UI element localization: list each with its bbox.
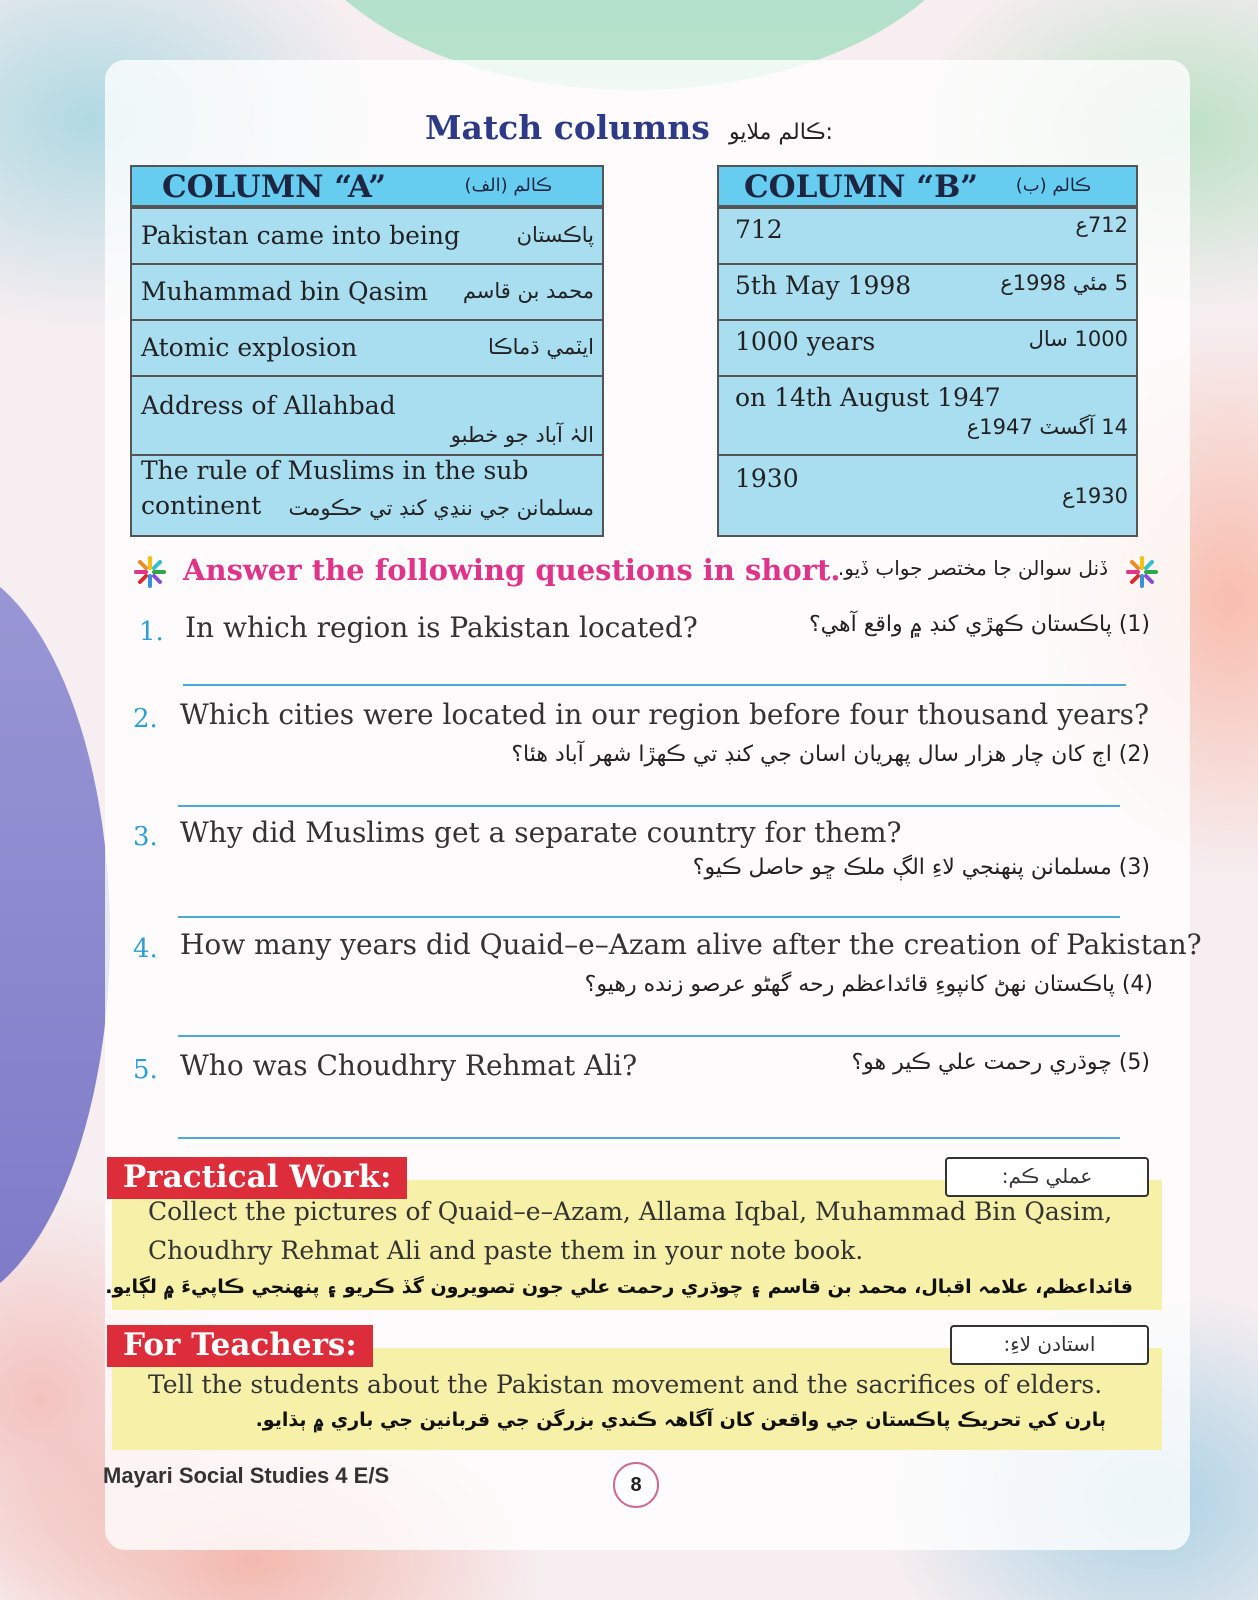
flower-star-icon	[1125, 555, 1159, 589]
row-ur: محمد بن قاسم	[462, 279, 594, 303]
table-row	[719, 263, 1136, 319]
question-text-ur: (1) پاڪستان ڪهڙي کنڊ ۾ واقع آهي؟	[808, 612, 1150, 637]
table-row	[132, 319, 602, 375]
table-row	[719, 375, 1136, 454]
title-en: Match columns	[425, 108, 710, 147]
practical-work-ur: قائداعظم، علامہ اقبال، محمد بن قاسم ۽ چوڌري رحمت علي جون تصويرون گڏ ڪريو ۽ پنهنجي ڪاپيءَ ۾ لڳايو.	[105, 1276, 1133, 1298]
practical-work-line2: Choudhry Rehmat Ali and paste them in your note book.	[148, 1236, 864, 1265]
row-en: Address of Allahbad	[141, 391, 396, 420]
question-text-ur: (3) مسلمانن پنهنجي لاءِ الڳ ملڪ ڇو حاصل ڪيو؟	[692, 855, 1150, 880]
row-ur: 14 آگسٽ 1947ع	[966, 415, 1128, 439]
row-en: Atomic explosion	[141, 333, 358, 362]
row-en: The rule of Muslims in the sub	[141, 456, 529, 485]
question-text-ur: (5) چوڌري رحمت علي ڪير هو؟	[851, 1050, 1150, 1075]
row-ur: 1930ع	[1062, 484, 1128, 508]
answer-line[interactable]	[178, 1035, 1120, 1037]
short-questions-heading-ur: ڏنل سوالن جا مختصر جواب ڏيو.	[837, 556, 1108, 580]
footer-book-title: Mayari Social Studies 4 E/S	[103, 1463, 390, 1488]
question-text: In which region is Pakistan located?	[185, 611, 698, 644]
question-text: Which cities were located in our region before four thousand years?	[180, 698, 1150, 731]
short-questions-heading: Answer the following questions in short.	[183, 553, 841, 587]
answer-line[interactable]	[178, 805, 1120, 807]
for-teachers-tab: For Teachers:	[107, 1325, 373, 1367]
question-text-ur: (2) اڄ کان چار هزار سال پهريان اسان جي کنڊ تي ڪهڙا شهر آباد هئا؟	[511, 742, 1150, 767]
column-b-header	[719, 167, 1136, 207]
column-a-header	[132, 167, 602, 207]
title-ur: ڪالم ملايو:	[728, 120, 833, 145]
question-text-ur: (4) پاڪستان نهڻ کانپوءِ قائداعظم رحه گهڻو عرصو زنده رهيو؟	[584, 972, 1153, 997]
for-teachers-line1: Tell the students about the Pakistan movement and the sacrifices of elders.	[148, 1370, 1103, 1399]
question-text: Who was Choudhry Rehmat Ali?	[180, 1049, 638, 1082]
page-number: 8	[613, 1462, 659, 1508]
question-number: 4.	[133, 934, 158, 964]
question-number: 1.	[139, 617, 164, 647]
question-number: 2.	[133, 704, 158, 734]
question-text: How many years did Quaid–e–Azam alive after the creation of Pakistan?	[180, 928, 1202, 961]
table-row	[719, 319, 1136, 375]
column-a-header-ur: ڪالم (الف)	[464, 175, 552, 196]
row-ur: 1000 سال	[1028, 327, 1128, 351]
for-teachers-ur: ٻارن کي تحريڪ پاڪستان جي واقعن کان آگاهہ ڪندي بزرگن جي قربانين جي باري ۾ ٻڌايو.	[255, 1409, 1106, 1431]
column-a-table	[130, 165, 604, 537]
practical-work-tab-ur: عملي ڪم:	[945, 1157, 1149, 1197]
question-text: Why did Muslims get a separate country for them?	[180, 816, 902, 849]
table-row	[719, 454, 1136, 535]
question-number: 3.	[133, 822, 158, 852]
page-title	[0, 108, 1258, 147]
table-row	[132, 263, 602, 319]
answer-line[interactable]	[178, 916, 1120, 918]
row-en-line2: continent	[141, 491, 262, 520]
column-b-header-ur: ڪالم (ب)	[1015, 175, 1091, 196]
flower-star-icon	[133, 555, 167, 589]
table-row	[719, 207, 1136, 263]
row-en: 1930	[735, 464, 799, 493]
row-en: Pakistan came into being	[141, 221, 460, 250]
row-en: 5th May 1998	[735, 271, 912, 300]
column-b-table	[717, 165, 1138, 537]
table-row	[132, 207, 602, 263]
practical-work-line1: Collect the pictures of Quaid–e–Azam, Allama Iqbal, Muhammad Bin Qasim,	[148, 1197, 1113, 1226]
answer-line[interactable]	[178, 1137, 1120, 1139]
question-number: 5.	[133, 1055, 158, 1085]
row-en: 712	[735, 215, 783, 244]
row-ur: 712ع	[1075, 213, 1128, 237]
answer-line[interactable]	[183, 684, 1126, 686]
row-ur: پاڪستان	[516, 223, 594, 247]
table-row	[132, 375, 602, 454]
for-teachers-tab-ur: استادن لاءِ:	[950, 1325, 1149, 1365]
row-en: on 14th August 1947	[735, 383, 1001, 412]
row-en: Muhammad bin Qasim	[141, 277, 428, 306]
column-b-header-en: COLUMN “B”	[744, 169, 979, 205]
row-ur: مسلمانن جي ننڍي کنڊ تي حڪومت	[288, 496, 594, 520]
practical-work-tab: Practical Work:	[107, 1157, 407, 1199]
row-ur: ايٽمي ڌماڪا	[488, 335, 594, 359]
row-ur: الہٰ آباد جو خطبو	[450, 423, 594, 447]
row-ur: 5 مئي 1998ع	[1000, 271, 1128, 295]
column-a-header-en: COLUMN “A”	[162, 169, 387, 205]
decorative-left-disc	[0, 560, 110, 1310]
row-en: 1000 years	[735, 327, 876, 356]
table-row	[132, 454, 602, 535]
